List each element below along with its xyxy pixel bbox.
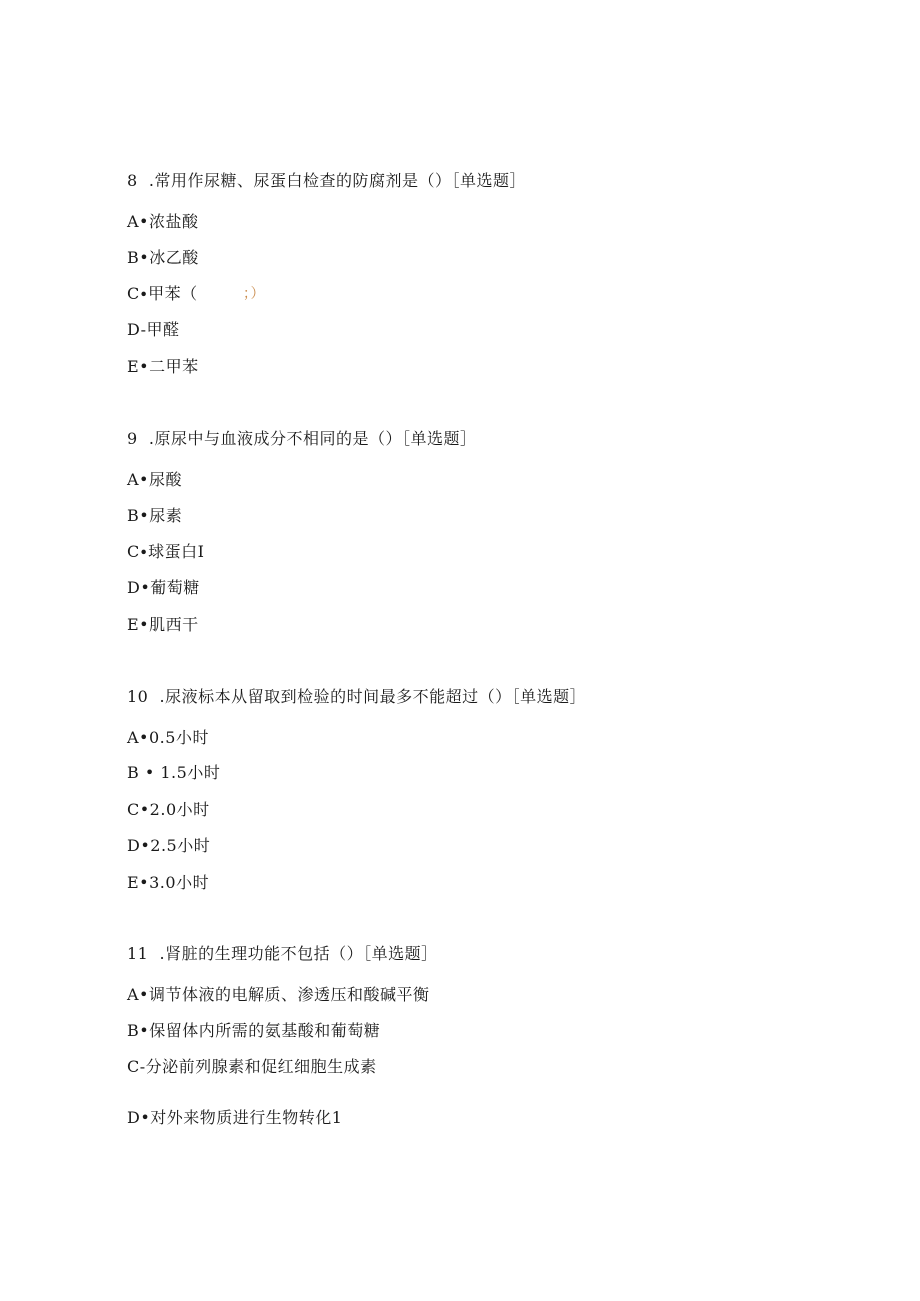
question-10-option-a: A•0.5小时 (127, 728, 209, 747)
question-11-option-d: D•对外来物质进行生物转化1 (127, 1108, 343, 1127)
question-9-option-a: A•尿酸 (127, 470, 182, 489)
question-9-option-e: E•肌西干 (127, 615, 199, 634)
question-11-option-c: C-分泌前列腺素和促红细胞生成素 (127, 1057, 377, 1076)
question-10-option-d: D•2.5小时 (127, 836, 211, 855)
question-8-option-a: A•浓盐酸 (127, 212, 199, 231)
question-10-stem: 10 .尿液标本从留取到检验的时间最多不能超过（）［单选题］ (127, 687, 587, 706)
question-10-option-c: C•2.0小时 (127, 800, 210, 819)
question-9-stem: 9 .原尿中与血液成分不相同的是（）［单选题］ (127, 429, 477, 448)
question-8-stray-mark: ；） (243, 286, 265, 302)
question-11-stem: 11 .肾脏的生理功能不包括（）［单选题］ (127, 944, 438, 963)
question-8-stem: 8 .常用作尿糖、尿蛋白检查的防腐剂是（）［单选题］ (127, 171, 526, 190)
question-10-option-b: B • 1.5小时 (127, 763, 221, 782)
question-10-option-e: E•3.0小时 (127, 873, 210, 892)
question-9-option-c: C∙球蛋白I (127, 542, 205, 561)
question-8-option-b: B•冰乙酸 (127, 248, 199, 267)
question-8-option-d: D-甲醛 (127, 320, 180, 339)
question-8-option-e: E•二甲苯 (127, 357, 199, 376)
question-11-option-b: B•保留体内所需的氨基酸和葡萄糖 (127, 1021, 381, 1040)
question-9-option-b: B•尿素 (127, 506, 183, 525)
question-9-option-d: D•葡萄糖 (127, 578, 200, 597)
question-8-option-c: C∙甲苯（ (127, 284, 198, 303)
question-11-option-a: A•调节体液的电解质、渗透压和酸碱平衡 (127, 985, 430, 1004)
